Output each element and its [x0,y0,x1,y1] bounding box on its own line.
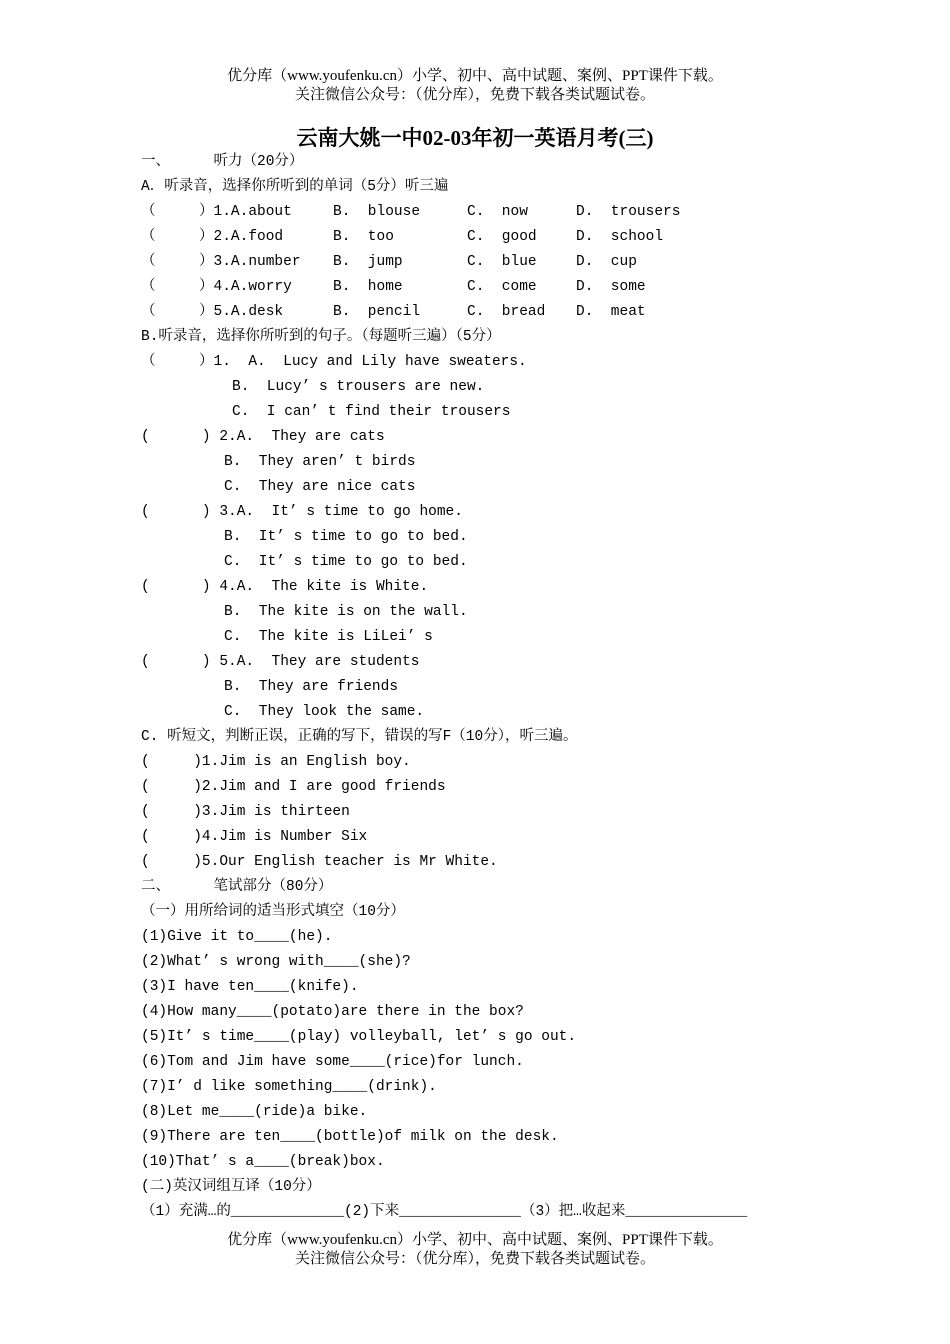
sectionC-heading: C. 听短文，判断正误，正确的写下，错误的写F（10分），听三遍。 [141,729,578,745]
page-header [0,67,950,105]
fill-blank-item: (6)Tom and Jim have some____(rice)for lunch. [141,1054,524,1070]
sectionB-q3-c: C. It’ s time to go to bed. [224,554,468,570]
sectionB-q2-c: C. They are nice cats [224,479,416,495]
fill-blank-item: (9)There are ten____(bottle)of milk on the desk. [141,1129,559,1145]
sectionC-item: ( )2.Jim and I are good friends [141,779,446,795]
question-number: （ ）2.A.food [141,229,284,245]
sectionB-q3-b: B. It’ s time to go to bed. [224,529,468,545]
footer-line-1: 优分库（www.youfenku.cn）小学、初中、高中试题、案例、PPT课件下载。 [227,1232,723,1248]
fill-blank-item: (2)What’ s wrong with____(she)? [141,954,411,970]
option-c: C. now [467,204,528,220]
question-number: （ ）4.A.worry [141,279,292,295]
sectionB-q4-b: B. The kite is on the wall. [224,604,468,620]
sectionB-heading: B.听录音，选择你所听到的句子。（每题听三遍）（5分） [141,329,501,345]
option-d: D. meat [576,304,646,320]
sub1-heading: （一）用所给词的适当形式填空（10分） [141,904,405,920]
option-b: B. too [333,229,394,245]
sectionC-item: ( )4.Jim is Number Six [141,829,368,845]
option-d: D. trousers [576,204,681,220]
sectionA-heading: A．听录音，选择你所听到的单词（5分）听三遍 [141,179,449,195]
header-line-2: 关注微信公众号：（优分库），免费下载各类试题试卷。 [294,87,655,103]
option-c: C. bread [467,304,546,320]
question-number: （ ）3.A.number [141,254,301,270]
option-b: B. pencil [333,304,421,320]
question-number: （ ）5.A.desk [141,304,284,320]
sectionB-q1-b: B. Lucy’ s trousers are new. [232,379,485,395]
sectionB-q1-c: C. I can’ t find their trousers [232,404,511,420]
sectionB-q1-a: （ ）1. A. Lucy and Lily have sweaters. [141,354,527,370]
sectionC-item: ( )1.Jim is an English boy. [141,754,411,770]
translation-line: （1）充满…的_____________(2)下来______________（3）把…收起来______________ [141,1204,748,1220]
sectionB-q2-b: B. They aren’ t birds [224,454,416,470]
option-b: B. blouse [333,204,421,220]
option-c: C. blue [467,254,537,270]
fill-blank-item: (3)I have ten____(knife). [141,979,359,995]
sectionB-q4-c: C. The kite is LiLei’ s [224,629,433,645]
fill-blank-item: (7)I’ d like something____(drink). [141,1079,437,1095]
sub2-heading: (二)英汉词组互译（10分） [141,1179,321,1195]
sectionC-item: ( )3.Jim is thirteen [141,804,350,820]
fill-blank-item: (1)Give it to____(he). [141,929,333,945]
sectionB-q3-a: ( ) 3.A. It’ s time to go home. [141,504,463,520]
header-line-1: 优分库（www.youfenku.cn）小学、初中、高中试题、案例、PPT课件下载。 [227,68,723,84]
fill-blank-item: (4)How many____(potato)are there in the box? [141,1004,524,1020]
option-c: C. come [467,279,537,295]
sectionB-q2-a: ( ) 2.A. They are cats [141,429,385,445]
footer-line-2: 关注微信公众号：（优分库），免费下载各类试题试卷。 [294,1251,655,1267]
sectionB-q5-b: B. They are friends [224,679,399,695]
exam-title: 云南大姚一中02-03年初一英语月考(三) [296,126,654,150]
fill-blank-item: (8)Let me____(ride)a bike. [141,1104,368,1120]
part1-heading: 一、 听力（20分） [141,154,304,170]
sectionC-item: ( )5.Our English teacher is Mr White. [141,854,498,870]
option-c: C. good [467,229,537,245]
option-d: D. some [576,279,646,295]
sectionB-q5-a: ( ) 5.A. They are students [141,654,420,670]
page-footer [0,1231,950,1269]
sectionB-q4-a: ( ) 4.A. The kite is White. [141,579,429,595]
fill-blank-item: (10)That’ s a____(break)box. [141,1154,385,1170]
option-d: D. school [576,229,664,245]
part2-heading: 二、 笔试部分（80分） [141,879,333,895]
option-d: D. cup [576,254,637,270]
option-b: B. home [333,279,403,295]
question-number: （ ）1.A.about [141,204,292,220]
option-b: B. jump [333,254,403,270]
sectionB-q5-c: C. They look the same. [224,704,425,720]
fill-blank-item: (5)It’ s time____(play) volleyball, let’ s go out. [141,1029,577,1045]
